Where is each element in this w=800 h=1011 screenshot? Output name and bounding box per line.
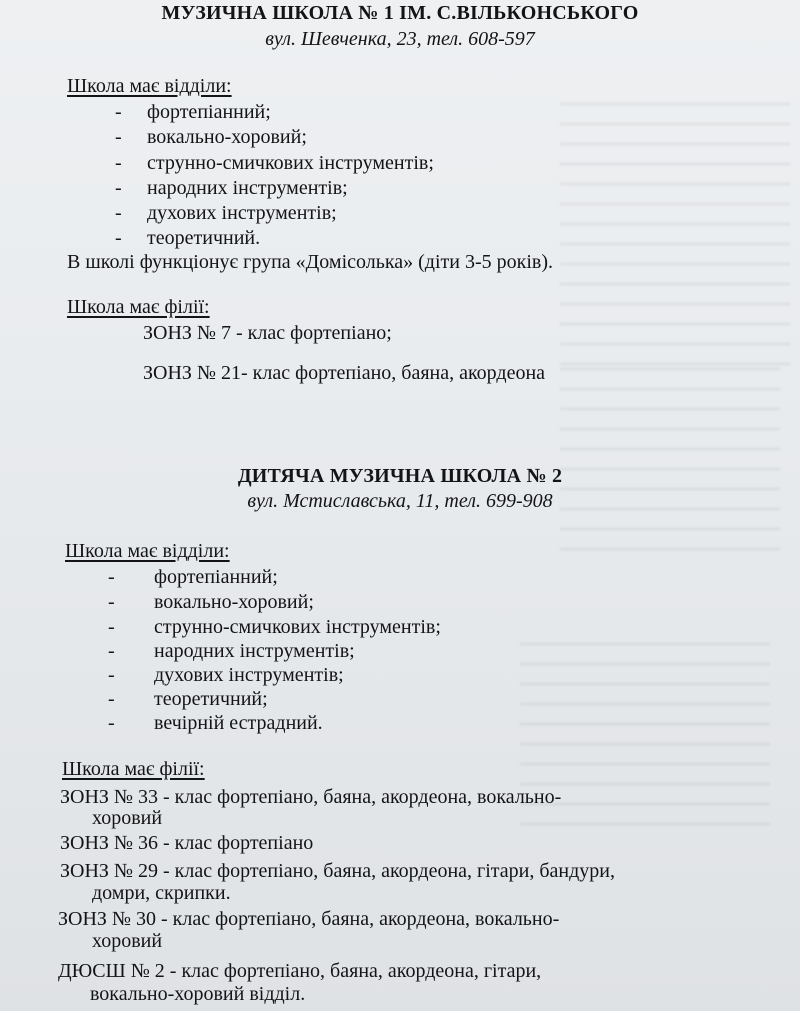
school1-department-item: - фортепіанний; xyxy=(115,101,271,123)
school1-department-item: - теоретичний. xyxy=(115,227,261,249)
school1-departments-heading: Школа має відділи: xyxy=(67,75,232,97)
school2-branch-line: ДЮСШ № 2 - клас фортепіано, баяна, акордеона, гітари, xyxy=(58,960,542,982)
school2-department-item: - теоретичний; xyxy=(108,688,268,710)
dash: - xyxy=(115,101,122,123)
school1-branch-item: ЗОНЗ № 7 - клас фортепіано; xyxy=(143,322,392,344)
school2-department-item: - фортепіанний; xyxy=(108,566,278,588)
school2-branch-line-cont: хоровий xyxy=(92,930,163,952)
school2-department-item: - духових інструментів; xyxy=(108,664,344,686)
dash: - xyxy=(115,126,122,148)
dash: - xyxy=(108,591,115,613)
school2-department-item: - вокально-хоровий; xyxy=(108,591,314,613)
dash: - xyxy=(108,664,115,686)
dash: - xyxy=(108,688,115,710)
school2-branch-line-cont: хоровий xyxy=(92,807,163,829)
school2-department-item: - народних інструментів; xyxy=(108,640,355,662)
bleed-through-text xyxy=(560,85,790,365)
school1-department-item: - духових інструментів; xyxy=(115,202,337,224)
school2-branch-line: ЗОНЗ № 36 - клас фортепіано xyxy=(60,832,314,854)
dash: - xyxy=(115,227,122,249)
dash: - xyxy=(115,177,122,199)
school1-department-item: - народних інструментів; xyxy=(115,177,348,199)
school1-title: МУЗИЧНА ШКОЛА № 1 ІМ. С.ВІЛЬКОНСЬКОГО xyxy=(161,2,639,24)
school1-note: В школі функціонує група «Домісолька» (діти 3-5 років). xyxy=(67,251,554,273)
school2-branch-line: ЗОНЗ № 29 - клас фортепіано, баяна, акордеона, гітари, бандури, xyxy=(60,860,616,882)
school2-address: вул. Мстиславська, 11, тел. 699-908 xyxy=(247,490,553,512)
dash: - xyxy=(108,566,115,588)
school2-branch-line: ЗОНЗ № 33 - клас фортепіано, баяна, акордеона, вокально- xyxy=(60,786,562,808)
school2-branch-line: ЗОНЗ № 30 - клас фортепіано, баяна, акордеона, вокально- xyxy=(58,908,560,930)
school1-branch-item: ЗОНЗ № 21- клас фортепіано, баяна, акордеона xyxy=(143,362,546,384)
bleed-through-text xyxy=(560,350,780,550)
school2-branches-heading: Школа має філії: xyxy=(62,758,205,780)
school1-department-item: - струнно-смичкових інструментів; xyxy=(115,152,434,174)
school2-departments-heading: Школа має відділи: xyxy=(65,540,230,562)
dash: - xyxy=(108,616,115,638)
school1-address: вул. Шевченка, 23, тел. 608-597 xyxy=(265,28,535,50)
dash: - xyxy=(115,152,122,174)
dash: - xyxy=(115,202,122,224)
school2-title: ДИТЯЧА МУЗИЧНА ШКОЛА № 2 xyxy=(237,465,563,487)
school1-branches-heading: Школа має філії: xyxy=(67,296,210,318)
dash: - xyxy=(108,712,115,734)
school2-branch-line-cont: домри, скрипки. xyxy=(92,882,231,904)
school2-department-item: - струнно-смичкових інструментів; xyxy=(108,616,441,638)
school2-department-item: - вечірній естрадний. xyxy=(108,712,323,734)
school2-branch-line-cont: вокально-хоровий відділ. xyxy=(90,983,306,1005)
school1-department-item: - вокально-хоровий; xyxy=(115,126,307,148)
dash: - xyxy=(108,640,115,662)
